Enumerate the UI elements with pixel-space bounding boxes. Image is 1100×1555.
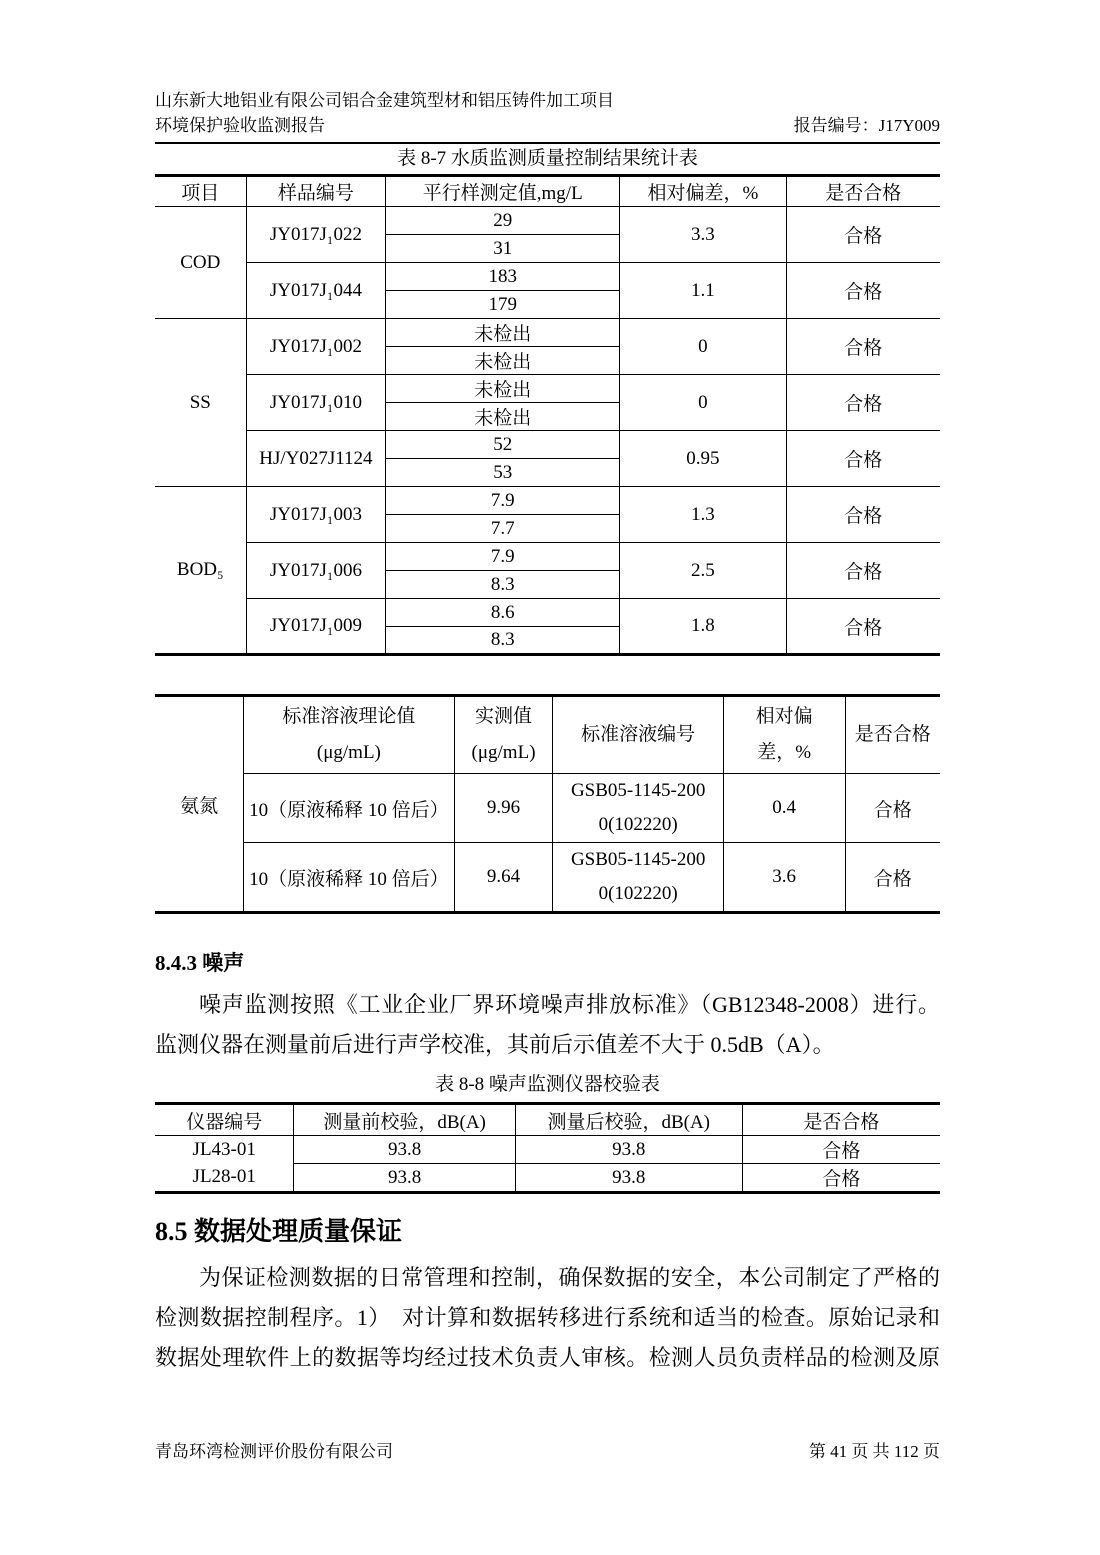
measured-value-cell: 29 — [386, 207, 620, 235]
table-row — [155, 599, 940, 627]
result-cell: 合格 — [786, 431, 940, 487]
post-calibration-cell: 93.8 — [515, 1136, 742, 1164]
water-quality-table-title: 表 8-7 水质监测质量控制结果统计表 — [397, 148, 698, 169]
report-number: 报告编号：J17Y009 — [793, 116, 940, 135]
measured-value-cell: 未检出 — [386, 375, 620, 403]
measured-value-cell: 31 — [386, 235, 620, 263]
table-row — [155, 487, 940, 515]
measured-value-cell: 8.3 — [386, 571, 620, 599]
table-row — [155, 843, 940, 913]
result-cell: 合格 — [786, 375, 940, 431]
table-row — [155, 207, 940, 235]
data-processing-heading: 8.5 数据处理质量保证 — [155, 1217, 403, 1246]
measured-value-cell: 8.6 — [386, 599, 620, 627]
measured-value-cell: 未检出 — [386, 319, 620, 347]
sample-id-cell: JY017J₁003 — [246, 487, 386, 543]
table-row — [155, 543, 940, 571]
noise-table-body — [155, 1104, 940, 1193]
deviation-cell: 3.6 — [723, 843, 845, 913]
column-header: 相对偏 差，% — [723, 696, 845, 774]
result-cell: 合格 — [786, 263, 940, 319]
page-header — [155, 0, 940, 144]
table-row — [155, 1104, 940, 1136]
column-header: 是否合格 — [786, 176, 940, 207]
measured-value-cell: 7.7 — [386, 515, 620, 543]
result-cell: 合格 — [786, 487, 940, 543]
page-content — [155, 0, 940, 1378]
column-header: 平行样测定值,mg/L — [386, 176, 620, 207]
deviation-cell: 2.5 — [620, 543, 786, 599]
deviation-cell: 1.3 — [620, 487, 786, 543]
sample-id-cell: JY017J₁044 — [246, 263, 386, 319]
measured-value-cell: 7.9 — [386, 543, 620, 571]
parameter-cell: COD — [155, 207, 246, 319]
theoretical-value-cell: 10（原液稀释 10 倍后） — [244, 843, 454, 913]
noise-table — [155, 1102, 940, 1194]
measured-value-cell: 9.96 — [454, 774, 553, 843]
measured-value-cell: 52 — [386, 431, 620, 459]
column-header: 仪器编号 — [155, 1104, 294, 1136]
sample-id-cell: JY017J₁006 — [246, 543, 386, 599]
result-cell: 合格 — [742, 1164, 940, 1193]
table-row — [155, 176, 940, 207]
water-quality-table-body — [155, 176, 940, 655]
column-header: 实测值 (μg/mL) — [454, 696, 553, 774]
deviation-cell: 0.95 — [620, 431, 786, 487]
column-header: 测量前校验，dB(A) — [294, 1104, 515, 1136]
pre-calibration-cell: 93.8 — [294, 1136, 515, 1164]
parameter-cell: SS — [155, 319, 246, 487]
deviation-cell: 0 — [620, 319, 786, 375]
data-processing-paragraph: 为保证检测数据的日常管理和控制，确保数据的安全，本公司制定了严格的检测数据控制程序。1） 对计算和数据转移进行系统和适当的检查。原始记录和数据处理软件上的数据等均经过技术负责人审核。检测人员负责样品的检测及原 — [155, 1265, 940, 1370]
instrument-id-cell: JL43-01 — [155, 1136, 294, 1164]
project-title: 山东新大地铝业有限公司铝合金建筑型材和铝压铸件加工项目 — [155, 91, 614, 110]
measured-value-cell: 53 — [386, 459, 620, 487]
measured-value-cell: 未检出 — [386, 347, 620, 375]
measured-value-cell: 9.64 — [454, 843, 553, 913]
result-cell: 合格 — [845, 843, 940, 913]
result-cell: 合格 — [786, 599, 940, 655]
sample-id-cell: JY017J₁022 — [246, 207, 386, 263]
table-row — [155, 774, 940, 843]
result-cell: 合格 — [742, 1136, 940, 1164]
table-row — [155, 431, 940, 459]
column-header: 是否合格 — [845, 696, 940, 774]
post-calibration-cell: 93.8 — [515, 1164, 742, 1193]
measured-value-cell: 183 — [386, 263, 620, 291]
table-row — [155, 263, 940, 291]
deviation-cell: 1.8 — [620, 599, 786, 655]
sample-id-cell: JY017J₁010 — [246, 375, 386, 431]
ammonia-table — [155, 694, 940, 914]
header-second-row — [155, 113, 940, 138]
table-row — [155, 696, 940, 774]
instrument-id-cell: JL28-01 — [155, 1164, 294, 1193]
noise-section-paragraph: 噪声监测按照《工业企业厂界环境噪声排放标准》（GB12348-2008）进行。监测仪器在测量前后进行声学校准，其前后示值差不大于 0.5dB（A）。 — [155, 992, 940, 1057]
pre-calibration-cell: 93.8 — [294, 1164, 515, 1193]
table-row — [155, 319, 940, 347]
sample-id-cell: HJ/Y027J1124 — [246, 431, 386, 487]
deviation-cell: 0 — [620, 375, 786, 431]
footer-company: 青岛环湾检测评价股份有限公司 — [155, 1442, 393, 1461]
parameter-cell: 氨氮 — [155, 696, 244, 913]
column-header: 相对偏差，% — [620, 176, 786, 207]
measured-value-cell: 7.9 — [386, 487, 620, 515]
measured-value-cell: 179 — [386, 291, 620, 319]
table-row — [155, 1136, 940, 1164]
column-header: 是否合格 — [742, 1104, 940, 1136]
standard-solution-no-cell: GSB05-1145-200 0(102220) — [553, 843, 723, 913]
column-header: 项目 — [155, 176, 246, 207]
table-row — [155, 1164, 940, 1193]
table-row — [155, 375, 940, 403]
deviation-cell: 0.4 — [723, 774, 845, 843]
deviation-cell: 3.3 — [620, 207, 786, 263]
sample-id-cell: JY017J₁002 — [246, 319, 386, 375]
report-type: 环境保护验收监测报告 — [155, 116, 325, 135]
column-header: 测量后校验，dB(A) — [515, 1104, 742, 1136]
result-cell: 合格 — [786, 319, 940, 375]
standard-solution-no-cell: GSB05-1145-200 0(102220) — [553, 774, 723, 843]
sample-id-cell: JY017J₁009 — [246, 599, 386, 655]
column-header: 样品编号 — [246, 176, 386, 207]
page-footer — [155, 1441, 940, 1463]
result-cell: 合格 — [845, 774, 940, 843]
measured-value-cell: 8.3 — [386, 627, 620, 655]
deviation-cell: 1.1 — [620, 263, 786, 319]
parameter-cell: BOD₅ — [155, 487, 246, 655]
theoretical-value-cell: 10（原液稀释 10 倍后） — [244, 774, 454, 843]
measured-value-cell: 未检出 — [386, 403, 620, 431]
footer-page-number: 第 41 页 共 112 页 — [808, 1442, 940, 1461]
water-quality-table — [155, 174, 940, 656]
ammonia-table-body — [155, 696, 940, 913]
column-header: 标准溶液编号 — [553, 696, 723, 774]
column-header: 标准溶液理论值 (μg/mL) — [244, 696, 454, 774]
result-cell: 合格 — [786, 207, 940, 263]
result-cell: 合格 — [786, 543, 940, 599]
noise-section-heading: 8.4.3 噪声 — [155, 951, 245, 975]
noise-table-title: 表 8-8 噪声监测仪器校验表 — [435, 1074, 660, 1095]
